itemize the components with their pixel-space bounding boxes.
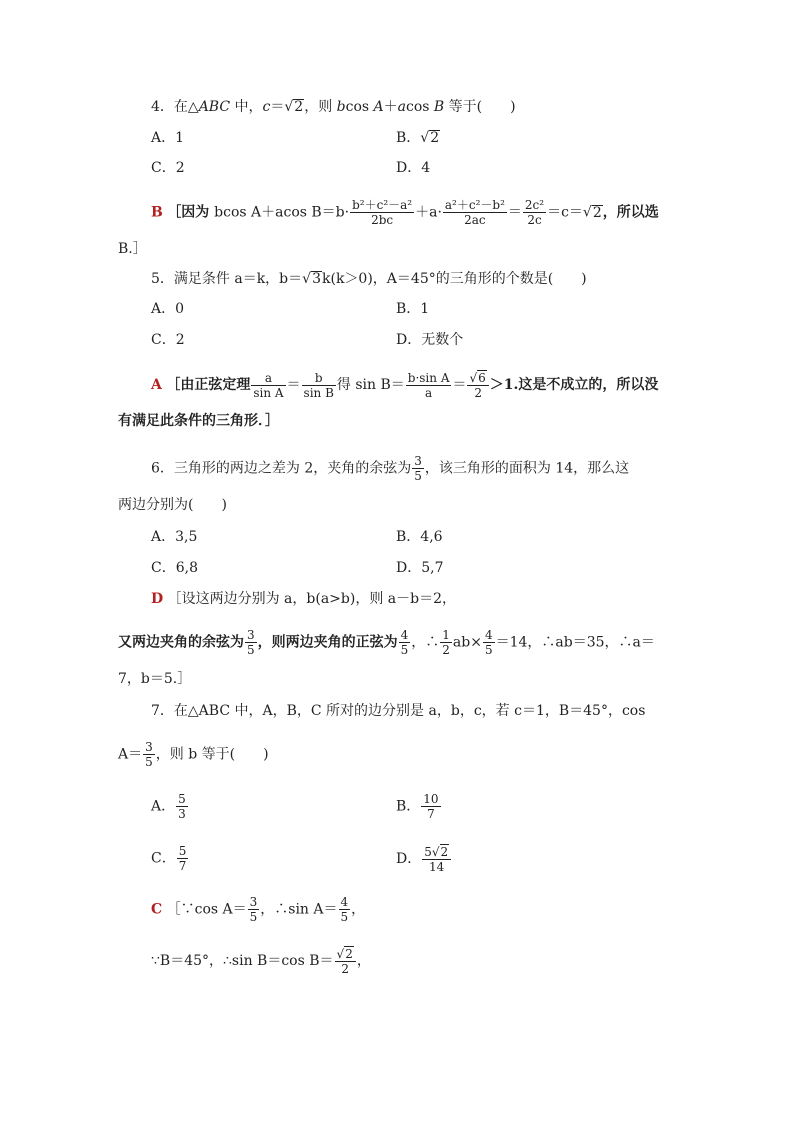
q5-option-b: B．1	[396, 301, 430, 317]
q5-stem: 5．满足条件 a＝k，b＝√3k(k＞0)，A＝45°的三角形的个数是( )	[151, 271, 587, 287]
q5-solution-line1: A ［由正弦定理 $\frac{a}{\text{sin A}}$ ＝ $\frac{b}{\text{sin B}}$ 得 sin B＝ $\frac{\text{b·sin A}}{a}$ ＝ $\frac{√6}{2}$ ＞1.这是不成立的，所以没	[151, 370, 659, 400]
q5-fraction-1: $\frac{a}{\text{sin A}}$	[253, 370, 284, 400]
q6-sol-fraction-3: $\frac{1}{2}$	[442, 628, 450, 657]
q7-stem-line1: 7．在△ABC 中，A，B，C 所对的边分别是 a，b，c，若 c＝1，B＝45°，cos	[151, 703, 646, 719]
q7-fraction: $\frac{3}{5}$	[145, 740, 153, 769]
q6-sol-fraction-4: $\frac{4}{5}$	[484, 628, 493, 657]
q4-option-a: A．1	[151, 130, 185, 146]
q6-fraction: $\frac{3}{5}$	[414, 454, 422, 483]
q4-fraction-3: $\frac{\text{2c²}}{2c}$	[524, 198, 545, 227]
q5-fraction-4: $\frac{√6}{2}$	[467, 370, 488, 400]
q7-answer-letter: C	[151, 901, 163, 918]
q5-fraction-3: $\frac{\text{b·sin A}}{a}$	[407, 370, 450, 400]
q5-option-a: A．0	[151, 301, 185, 317]
q7-option-d: D． $\frac{5√2}{14}$	[396, 844, 452, 874]
q4-option-b: B．√2	[396, 130, 440, 146]
q6-solution-line2: 又两边夹角的余弦为 $\frac{3}{5}$ ，则两边夹角的正弦为 $\frac{4}{5}$ ，∴ $\frac{1}{2}$ ab× $\frac{4}{5}$ ＝14，∴ab＝35，∴a＝	[118, 628, 655, 657]
q4-fraction-1: $\frac{\text{b²＋c²－a²}}{2bc}$	[352, 198, 413, 227]
q5-answer-letter: A	[151, 377, 162, 393]
q5-option-c: C．2	[151, 332, 185, 348]
q6-sol-fraction-1: $\frac{3}{5}$	[247, 628, 255, 657]
q7-sol-fraction-3: $\frac{√2}{2}$	[335, 946, 356, 976]
q6-option-b: B．4,6	[396, 529, 443, 545]
q4-solution-line2: B.］	[118, 241, 147, 257]
q7-sol-fraction-1: $\frac{3}{5}$	[249, 895, 258, 924]
q7-solution-line1: C ［∵cos A＝ $\frac{3}{5}$ ，∴sin A＝ $\frac{4}{5}$ ，	[151, 895, 366, 924]
q5-solution-line2: 有满足此条件的三角形．］	[118, 413, 279, 429]
q6-option-c: C．6,8	[151, 560, 198, 576]
q4-fraction-2: $\frac{\text{a²＋c²－b²}}{2ac}$	[444, 198, 505, 227]
q6-sol-fraction-2: $\frac{4}{5}$	[400, 628, 409, 657]
q6-answer-letter: D	[151, 591, 164, 607]
q4-stem: 4．在△ABC 中，c＝√2，则 bcos A＋acos B 等于( )	[151, 99, 516, 115]
q6-solution-line3: 7，b＝5.］	[118, 671, 192, 687]
q7-solution-line2: ∵B＝45°，∴sin B＝cos B＝ $\frac{√2}{2}$ ，	[151, 947, 371, 976]
q7-sol-fraction-2: $\frac{4}{5}$	[340, 895, 349, 924]
q6-option-a: A．3,5	[151, 529, 198, 545]
q5-fraction-2: $\frac{b}{\text{sin B}}$	[303, 370, 334, 400]
q7-stem-line2: A＝ $\frac{3}{5}$ ，则 b 等于( )	[118, 740, 269, 769]
q6-stem-line2: 两边分别为( )	[118, 497, 227, 513]
q4-answer-letter: B	[151, 204, 163, 221]
q7-option-b: B． $\frac{10}{7}$	[396, 792, 439, 821]
q4-option-c: C．2	[151, 160, 185, 176]
q6-option-d: D．5,7	[396, 560, 444, 576]
q6-solution-line1: D ［设这两边分别为 a，b(a>b)，则 a－b＝2，	[151, 591, 456, 607]
q6-stem-line1: 6．三角形的两边之差为 2，夹角的余弦为 $\frac{3}{5}$ ，该三角形的面积为 14，那么这	[151, 454, 630, 483]
q4-solution-line1: B ［因为 bcos A＋acos B＝b· $\frac{\text{b²＋c²－a²}}{2bc}$ ＋a· $\frac{\text{a²＋c²－b²}}{2ac}$ ＝ $\frac{\text{2c²}}{2c}$ ＝c＝√2，所以选	[151, 198, 659, 227]
q4-option-d: D．4	[396, 160, 431, 176]
q7-option-a: A． $\frac{5}{3}$	[151, 792, 186, 821]
q7-option-c: C． $\frac{5}{7}$	[151, 844, 187, 873]
q5-option-d: D．无数个	[396, 332, 464, 348]
